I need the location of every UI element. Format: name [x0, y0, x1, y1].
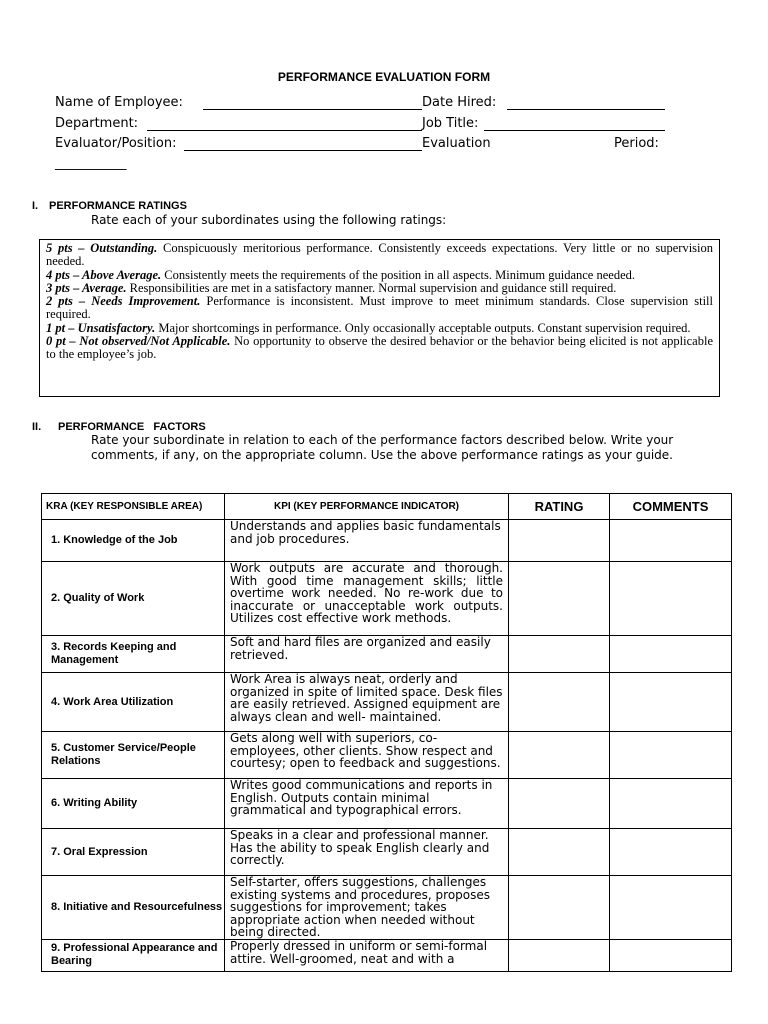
kra-cell: 7. Oral Expression — [42, 829, 225, 876]
period-row — [55, 156, 667, 174]
comments-cell[interactable] — [610, 636, 732, 673]
comments-cell[interactable] — [610, 562, 732, 636]
date-hired-label: Date Hired: — [422, 95, 497, 110]
kpi-cell: Work Area is always neat, orderly and organized in spite of limited space. Desk files are easily retrieved. Assigned equipment are always clean and well- maintained. — [225, 673, 509, 732]
performance-factors-table — [41, 493, 732, 972]
department-row — [55, 116, 667, 134]
table-row — [42, 732, 732, 779]
comments-cell[interactable] — [610, 876, 732, 940]
kra-cell: 2. Quality of Work — [42, 562, 225, 636]
table-row — [42, 829, 732, 876]
comments-cell[interactable] — [610, 673, 732, 732]
rating-3-text: Responsibilities are met in a satisfactory manner. Normal supervision and guidance still required. — [126, 280, 617, 295]
section-2-title: PERFORMANCE FACTORS — [58, 421, 206, 433]
period-field[interactable]: ___________ — [55, 156, 127, 171]
kpi-cell: Speaks in a clear and professional manner. Has the ability to speak English clearly and correctly. — [225, 829, 509, 876]
comments-cell[interactable] — [610, 520, 732, 562]
rating-4-text: Consistently meets the requirements of the position in all aspects. Minimum guidance needed. — [161, 267, 635, 282]
kra-cell: 3. Records Keeping and Management — [42, 636, 225, 673]
rating-cell[interactable] — [509, 562, 610, 636]
table-row — [42, 673, 732, 732]
job-title-field[interactable] — [484, 116, 665, 131]
kpi-cell: Writes good communications and reports in English. Outputs contain minimal grammatical and typographical errors. — [225, 779, 509, 829]
comments-cell[interactable] — [610, 732, 732, 779]
rating-1 — [46, 322, 713, 335]
kra-cell: 9. Professional Appearance and Bearing — [42, 939, 225, 971]
kra-cell: 6. Writing Ability — [42, 779, 225, 829]
rating-2-text: Performance is inconsistent. Must improve to meet minimum standards. Close supervision still required. — [46, 294, 713, 322]
section-1-instruction: Rate each of your subordinates using the following ratings: — [91, 213, 447, 227]
section-2-heading — [32, 421, 206, 433]
section-2-instruction: Rate your subordinate in relation to each of the performance factors described below. Write your comments, if any, on the appropriate column. Use the above performance ratings as your guide. — [91, 433, 674, 462]
table-row — [42, 520, 732, 562]
department-field[interactable] — [147, 116, 422, 131]
evaluator-row — [55, 136, 667, 154]
ratings-legend-box — [39, 239, 720, 397]
rating-1-text: Major shortcomings in performance. Only occasionally acceptable outputs. Constant supervision required. — [155, 320, 691, 335]
section-1-number: I. — [32, 200, 39, 212]
date-hired-field[interactable] — [507, 95, 665, 110]
rating-0 — [46, 335, 713, 362]
kra-cell: 1. Knowledge of the Job — [42, 520, 225, 562]
rating-1-label: 1 pt – Unsatisfactory. — [46, 320, 156, 335]
evaluator-label: Evaluator/Position: — [55, 136, 177, 151]
rating-5-text: Conspicuously meritorious performance. Consistently exceeds expectations. Very little or no supervision needed. — [46, 241, 713, 269]
rating-cell[interactable] — [509, 829, 610, 876]
table-header-row — [42, 494, 732, 520]
header-rating: RATING — [509, 494, 610, 520]
section-1-title: PERFORMANCE RATINGS — [49, 200, 187, 212]
rating-cell[interactable] — [509, 876, 610, 940]
comments-cell[interactable] — [610, 829, 732, 876]
form-title: PERFORMANCE EVALUATION FORM — [277, 70, 491, 84]
kpi-cell: Work outputs are accurate and thorough. With good time management skills; little overtime work needed. No re-work due to inaccurate or unacceptable work outputs. Utilizes cost effective work methods. — [225, 562, 509, 636]
rating-4-label: 4 pts – Above Average. — [46, 267, 162, 282]
table-row — [42, 779, 732, 829]
table-row — [42, 636, 732, 673]
header-comments: COMMENTS — [610, 494, 732, 520]
rating-cell[interactable] — [509, 520, 610, 562]
rating-0-label: 0 pt – Not observed/Not Applicable. — [46, 334, 231, 349]
table-row — [42, 939, 732, 971]
rating-5-label: 5 pts – Outstanding. — [46, 241, 158, 255]
evaluator-field[interactable] — [184, 136, 422, 151]
table-row — [42, 876, 732, 940]
name-field[interactable] — [203, 95, 422, 110]
kra-cell: 4. Work Area Utilization — [42, 673, 225, 732]
kra-cell: 8. Initiative and Resourcefulness — [42, 876, 225, 940]
header-kra: KRA (KEY RESPONSIBLE AREA) — [42, 494, 225, 520]
comments-cell[interactable] — [610, 939, 732, 971]
rating-0-text: No opportunity to observe the desired behavior or the behavior being elicited is not applicable to the employee’s job. — [46, 334, 713, 362]
period-label: Period: — [614, 136, 659, 151]
section-2-number: II. — [32, 421, 42, 433]
kpi-cell: Understands and applies basic fundamentals and job procedures. — [225, 520, 509, 562]
rating-2-label: 2 pts – Needs Improvement. — [46, 294, 201, 309]
header-kpi: KPI (KEY PERFORMANCE INDICATOR) — [225, 494, 509, 520]
rating-cell[interactable] — [509, 673, 610, 732]
employee-row — [55, 95, 667, 113]
rating-3-label: 3 pts – Average. — [46, 280, 127, 295]
rating-4 — [46, 269, 713, 282]
evaluation-label: Evaluation — [422, 136, 491, 151]
rating-cell[interactable] — [509, 779, 610, 829]
kpi-cell: Gets along well with superiors, co-employees, other clients. Show respect and courtesy; open to feedback and suggestions. — [225, 732, 509, 779]
rating-3 — [46, 282, 713, 295]
department-label: Department: — [55, 116, 139, 131]
kra-cell: 5. Customer Service/People Relations — [42, 732, 225, 779]
table-row — [42, 562, 732, 636]
kpi-cell: Self-starter, offers suggestions, challenges existing systems and procedures, proposes suggestions for improvement; takes appropriate action when needed without being directed. — [225, 876, 509, 940]
section-1-heading — [32, 200, 187, 212]
name-label: Name of Employee: — [55, 95, 183, 110]
kpi-cell: Soft and hard files are organized and easily retrieved. — [225, 636, 509, 673]
rating-cell[interactable] — [509, 732, 610, 779]
rating-5 — [46, 242, 713, 269]
job-title-label: Job Title: — [422, 116, 479, 131]
kpi-cell: Properly dressed in uniform or semi-formal attire. Well-groomed, neat and with a — [225, 939, 509, 971]
rating-2 — [46, 295, 713, 322]
rating-cell[interactable] — [509, 939, 610, 971]
comments-cell[interactable] — [610, 779, 732, 829]
rating-cell[interactable] — [509, 636, 610, 673]
